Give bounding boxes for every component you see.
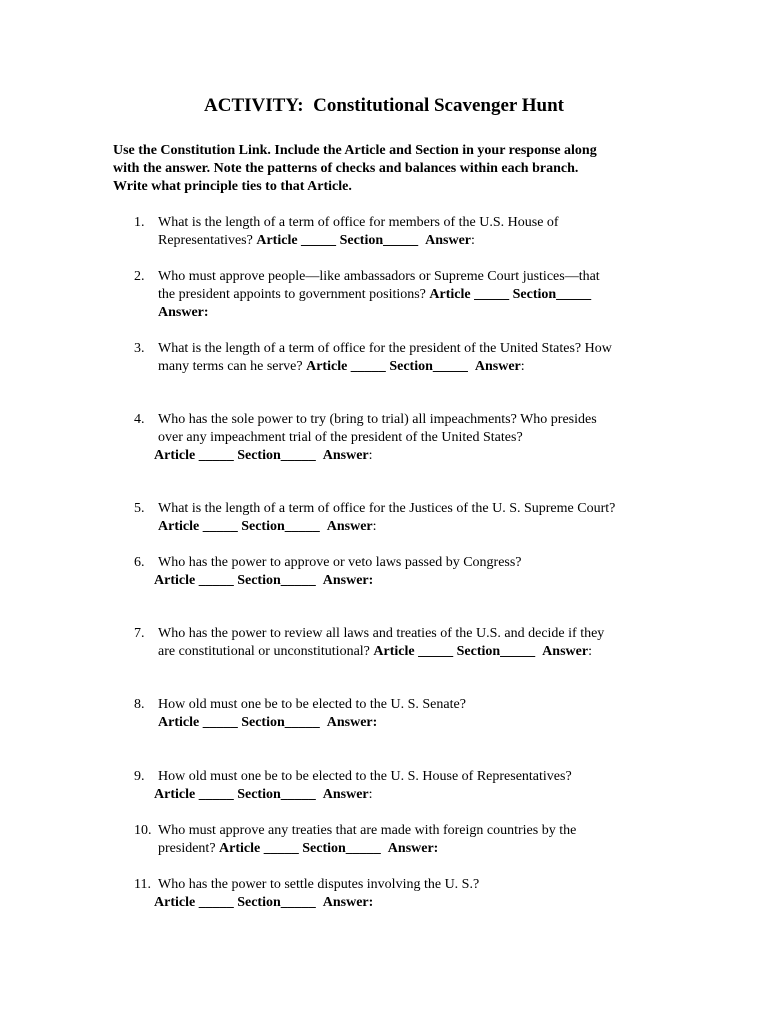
instructions-line: Use the Constitution Link. Include the Article and Section in your response along: [113, 143, 597, 158]
question-number: 3.: [134, 341, 145, 356]
question-10: [134, 822, 694, 858]
question-4: [134, 411, 694, 465]
question-6: [134, 554, 694, 590]
question-number: 7.: [134, 626, 145, 641]
question-number: 8.: [134, 697, 145, 712]
question-text: president?: [158, 841, 220, 856]
section-blank[interactable]: Section_____: [241, 715, 320, 730]
answer-label: Answer:: [322, 573, 374, 588]
question-line-with-blanks: [158, 232, 694, 250]
article-blank[interactable]: Article _____: [158, 519, 238, 534]
question-line-with-blanks: [158, 358, 694, 376]
section-blank[interactable]: Section_____: [237, 573, 316, 588]
section-blank[interactable]: Section_____: [339, 233, 419, 248]
question-line-with-blanks: [154, 572, 694, 590]
section-blank[interactable]: Section_____: [237, 787, 316, 802]
question-number: 4.: [134, 412, 145, 427]
instructions: [113, 142, 673, 196]
question-text: are constitutional or unconstitutional?: [158, 644, 374, 659]
question-8: [134, 696, 694, 732]
section-blank[interactable]: Section_____: [237, 448, 316, 463]
question-line-with-blanks: [154, 894, 694, 912]
question-text: Who must approve any treaties that are made with foreign countries by the: [158, 823, 577, 838]
answer-label: Answer:: [387, 841, 439, 856]
question-9: [134, 768, 694, 804]
question-text: Who has the power to approve or veto laws passed by Congress?: [158, 555, 522, 570]
section-blank[interactable]: Section_____: [456, 644, 536, 659]
answer-label: Answer:: [158, 305, 209, 320]
article-blank[interactable]: Article _____: [158, 715, 238, 730]
question-1: [134, 214, 694, 250]
question-line-with-blanks: [154, 786, 694, 804]
question-line-with-blanks: [158, 643, 694, 661]
instructions-line: with the answer. Note the patterns of checks and balances within each branch.: [113, 161, 579, 176]
question-text: many terms can he serve?: [158, 359, 307, 374]
article-blank[interactable]: Article _____: [306, 359, 386, 374]
answer-colon: :: [368, 787, 373, 802]
answer-label: Answer:: [322, 895, 374, 910]
answer-label: Answer: [326, 519, 373, 534]
answer-colon: :: [520, 359, 525, 374]
section-blank[interactable]: Section_____: [389, 359, 468, 374]
answer-label: Answer: [542, 644, 589, 659]
question-number: 10.: [134, 823, 152, 838]
question-number: 5.: [134, 501, 145, 516]
question-text: How old must one be to be elected to the U. S. House of Representatives?: [158, 769, 572, 784]
question-text: the president appoints to government positions?: [158, 287, 430, 302]
answer-colon: :: [372, 519, 377, 534]
question-text: What is the length of a term of office for members of the U.S. House of: [158, 215, 559, 230]
question-number: 1.: [134, 215, 145, 230]
question-3: [134, 340, 694, 376]
question-line-with-blanks: [154, 447, 694, 465]
question-number: 11.: [134, 877, 151, 892]
article-blank[interactable]: Article _____: [373, 644, 454, 659]
question-number: 2.: [134, 269, 145, 284]
answer-label: Answer: [322, 448, 369, 463]
question-line-with-blanks: [158, 840, 694, 858]
answer-label: Answer: [425, 233, 472, 248]
question-number: 6.: [134, 555, 145, 570]
question-text: Representatives?: [158, 233, 257, 248]
question-5: [134, 500, 694, 536]
article-blank[interactable]: Article _____: [154, 448, 234, 463]
answer-colon: :: [368, 448, 373, 463]
question-text: What is the length of a term of office for the president of the United States? How: [158, 341, 612, 356]
question-7: [134, 625, 694, 661]
question-line-with-blanks: [158, 518, 694, 536]
answer-colon: :: [471, 233, 475, 248]
question-text: over any impeachment trial of the president of the United States?: [158, 430, 523, 445]
section-blank[interactable]: Section_____: [241, 519, 320, 534]
answer-line[interactable]: [158, 304, 694, 322]
question-2: [134, 268, 694, 322]
question-text: Who must approve people—like ambassadors or Supreme Court justices—that: [158, 269, 600, 284]
question-text: Who has the power to review all laws and treaties of the U.S. and decide if they: [158, 626, 605, 641]
question-11: [134, 876, 694, 912]
section-blank[interactable]: Section_____: [237, 895, 316, 910]
question-number: 9.: [134, 769, 145, 784]
article-blank[interactable]: Article _____: [256, 233, 337, 248]
answer-label: Answer:: [326, 715, 378, 730]
page-title: ACTIVITY: Constitutional Scavenger Hunt: [204, 95, 564, 116]
question-text: Who has the sole power to try (bring to trial) all impeachments? Who presides: [158, 412, 597, 427]
answer-label: Answer: [474, 359, 521, 374]
article-blank[interactable]: Article _____: [154, 895, 234, 910]
instructions-line: Write what principle ties to that Article.: [113, 179, 352, 194]
section-blank[interactable]: Section_____: [302, 841, 381, 856]
article-blank[interactable]: Article _____: [154, 787, 234, 802]
question-line-with-blanks: [158, 286, 694, 304]
question-text: Who has the power to settle disputes involving the U. S.?: [158, 877, 480, 892]
question-text: What is the length of a term of office for the Justices of the U. S. Supreme Court?: [158, 501, 616, 516]
article-blank[interactable]: Article _____: [219, 841, 299, 856]
article-blank[interactable]: Article _____: [429, 287, 510, 302]
answer-label: Answer: [322, 787, 369, 802]
section-blank[interactable]: Section_____: [512, 287, 592, 302]
question-text: How old must one be to be elected to the U. S. Senate?: [158, 697, 466, 712]
article-blank[interactable]: Article _____: [154, 573, 234, 588]
answer-colon: :: [588, 644, 592, 659]
question-line-with-blanks: [158, 714, 694, 732]
